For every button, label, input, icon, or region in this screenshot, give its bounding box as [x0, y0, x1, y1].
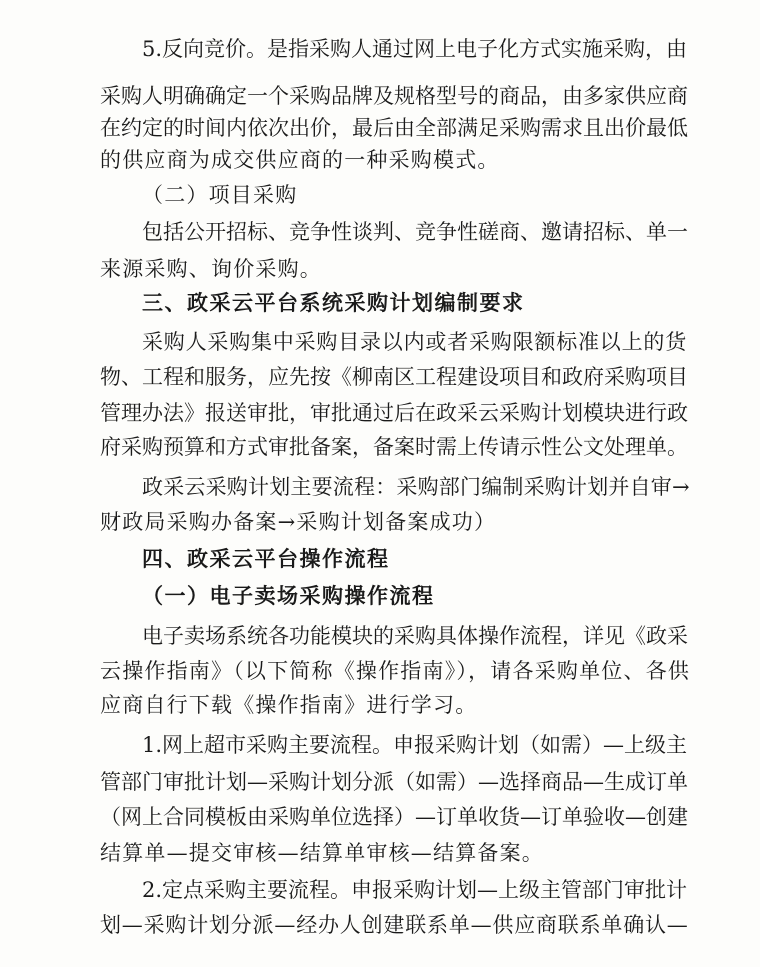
paragraph-emall-line-1: 电子卖场系统各功能模块的采购具体操作流程，详见《政采	[142, 624, 688, 648]
paragraph-supermarket-line-4: 结算单—提交审核—结算单审核—结算备案。	[100, 841, 544, 865]
paragraph-emall-line-3: 应商自行下载《操作指南》进行学习。	[100, 693, 478, 717]
subheading-project-procurement: （二）项目采购	[142, 183, 298, 207]
paragraph-reverse-bidding-line-1: 5.反向竞价。是指采购人通过网上电子化方式实施采购，由	[142, 37, 688, 61]
paragraph-plan-line-2: 物、工程和服务，应先按《柳南区工程建设项目和政府采购项目	[100, 365, 688, 389]
section-heading-4: 四、政采云平台操作流程	[142, 547, 390, 571]
paragraph-project-methods-line-2: 来源采购、询价采购。	[100, 257, 322, 281]
section-heading-3: 三、政采云平台系统采购计划编制要求	[142, 291, 525, 315]
subheading-emall-flow: （一）电子卖场采购操作流程	[142, 584, 435, 608]
paragraph-supermarket-line-2: 管部门审批计划—采购计划分派（如需）—选择商品—生成订单	[100, 770, 688, 794]
paragraph-reverse-bidding-line-4: 的供应商为成交供应商的一种采购模式。	[100, 148, 500, 172]
paragraph-emall-line-2: 云操作指南》（以下简称《操作指南》），请各采购单位、各供	[100, 659, 691, 683]
paragraph-supermarket-line-3: （网上合同模板由采购单位选择）—订单收货—订单验收—创建	[100, 805, 688, 829]
paragraph-reverse-bidding-line-3: 在约定的时间内依次出价，最后由全部满足采购需求且出价最低	[100, 116, 688, 140]
paragraph-project-methods-line-1: 包括公开招标、竞争性谈判、竞争性磋商、邀请招标、单一	[142, 220, 688, 244]
paragraph-plan-line-3: 管理办法》报送审批，审批通过后在政采云采购计划模块进行政	[100, 401, 688, 425]
paragraph-reverse-bidding-line-2: 采购人明确确定一个采购品牌及规格型号的商品，由多家供应商	[100, 84, 688, 108]
paragraph-plan-line-1: 采购人采购集中采购目录以内或者采购限额标准以上的货	[142, 330, 687, 354]
paragraph-designated-line-2: 划—采购计划分派—经办人创建联系单—供应商联系单确认—	[100, 913, 689, 937]
paragraph-plan-flow-line-1: 政采云采购计划主要流程：采购部门编制采购计划并自审→	[142, 475, 690, 499]
paragraph-plan-flow-line-2: 财政局采购办备案→采购计划备案成功）	[100, 510, 497, 534]
paragraph-designated-line-1: 2.定点采购主要流程。申报采购计划—上级主管部门审批计	[142, 878, 688, 902]
paragraph-plan-line-4: 府采购预算和方式审批备案，备案时需上传请示性公文处理单。	[100, 435, 688, 459]
paragraph-supermarket-line-1: 1.网上超市采购主要流程。申报采购计划（如需）—上级主	[142, 733, 688, 757]
